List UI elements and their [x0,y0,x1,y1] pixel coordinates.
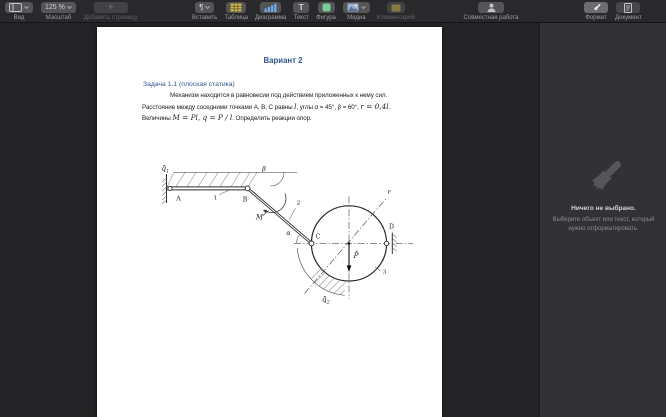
shape-icon [322,3,331,12]
document-button[interactable] [616,2,640,13]
media-button[interactable] [343,2,370,13]
paragraph-line[interactable]: Механизм находится в равновесии под действием приложенных к нему сил. [170,92,388,99]
member-3-label: 3 [382,269,387,276]
main-toolbar [0,0,666,23]
radius-label: r [387,188,391,196]
zoom-button[interactable] [41,2,76,13]
paragraph-line[interactable]: Расстояние между соседними точками А, В, С равны l, углы α = 45°, β = 60°, r = 0,4l. [142,101,391,111]
problem-paragraph[interactable] [142,91,402,123]
alpha-label: α [286,229,291,237]
document-page[interactable] [97,27,442,417]
chevron-down-icon [361,6,366,9]
toolbar-shape [316,2,336,21]
shape-label: Фигура [316,15,336,21]
table-button[interactable] [226,2,246,13]
chevron-down-icon [24,6,29,9]
media-label: Медиа [347,15,366,21]
toolbar-text [293,2,309,21]
collaborate-person-icon [486,3,497,12]
force-P-label: P̄ [353,251,359,260]
document-label: Документ [615,15,642,21]
paintbrush-icon [591,3,602,13]
toolbar-view [5,2,33,21]
paintbrush-large-icon [540,153,666,203]
add-page-label: Добавить страницу [83,15,138,21]
chart-button[interactable] [260,2,281,13]
chevron-down-icon [67,6,72,9]
toolbar-media [343,2,370,21]
problem-heading[interactable]: Задача 1.1 (плоская статика) [143,81,235,88]
beta-label: β [262,165,266,173]
collaborate-label: Совместная работа [463,15,519,21]
toolbar-zoom [41,2,76,21]
insert-button[interactable] [195,2,214,13]
q1-load-label: $q̄_1$ [161,163,170,175]
wall-support-A [162,174,167,204]
moment-M-label: M [255,213,264,222]
variant-title[interactable]: Вариант 2 [263,56,303,65]
chart-icon [264,3,277,12]
member-2-label: 2 [296,200,301,207]
panel-brush-wrap [540,153,666,203]
add-page-button[interactable] [94,2,128,13]
q2-load-label: $q̄_2$ [322,294,330,306]
table-label: Таблица [224,15,248,21]
document-canvas-area[interactable] [0,23,539,417]
media-icon [347,3,359,12]
point-D-label: D [389,223,394,231]
toolbar-comment [377,2,415,21]
statics-figure[interactable] [160,158,418,308]
shape-button[interactable] [318,2,335,13]
chevron-down-icon [205,6,210,9]
paragraph-line[interactable]: Величины M = Pl, q = P / l. Определить реакции опор. [142,112,312,122]
insert-label: Вставить [192,15,218,21]
view-button[interactable] [5,2,33,13]
text-label: Текст [293,15,309,21]
nothing-selected-subtitle: Выберите объект или текст, который нужно отформатировать. [552,217,655,232]
point-C-label: C [315,233,321,241]
view-label: Вид [13,15,25,21]
toolbar-format [584,2,608,21]
point-A-label: A [176,195,181,203]
member-1-label: 1 [213,195,218,202]
pin-D [384,241,388,245]
zoom-label: Масштаб [45,15,72,21]
chart-label: Диаграмма [254,15,287,21]
pin-A [168,186,172,190]
point-B-label: B [242,196,248,204]
beta-angle-arc [270,173,284,187]
pin-C [309,241,314,246]
q1-load-hatching [167,172,257,186]
comment-icon [391,4,401,12]
toolbar-table [224,2,248,21]
view-icon [9,3,22,12]
collaborate-button[interactable] [478,2,504,13]
pin-B [245,186,250,191]
text-button[interactable] [293,2,309,13]
alpha-angle-arc [297,234,301,244]
toolbar-add-page [84,2,138,21]
comment-label: Комментарий [376,15,415,21]
paragraph-icon: ¶ [199,3,204,12]
zoom-value: 125 % [45,4,65,11]
toolbar-collaborate [464,2,519,21]
toolbar-insert [192,2,217,21]
comment-button[interactable] [387,2,405,13]
nothing-selected-title: Ничего не выбрано. [571,205,636,212]
toolbar-chart [255,2,286,21]
bar-AB [167,187,248,190]
format-panel [539,23,666,417]
toolbar-document [615,2,642,21]
table-icon [230,3,242,12]
plus-icon: + [108,2,114,12]
format-label: Формат [585,15,607,21]
format-button[interactable] [584,2,608,13]
document-icon [624,3,632,13]
text-icon: T [298,3,304,12]
